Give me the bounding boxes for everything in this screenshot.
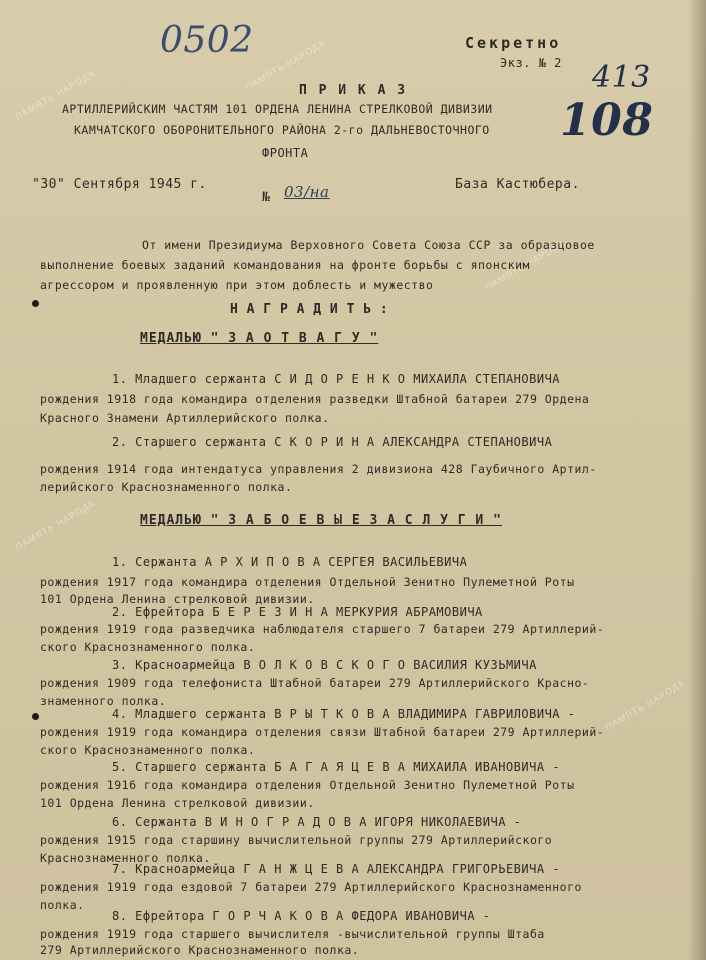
order-number-sign: № [262,190,271,205]
award-entry-text: рождения 1919 года командира отделения связи Штабной батареи 279 Артиллерий- [40,725,605,739]
handwritten-sheet-number: 413 [592,60,651,95]
secret-stamp: Секретно [465,34,562,52]
award-entry-name: 2. Ефрейтора Б Е Р Е З И Н А МЕРКУРИЯ АБРАМОВИЧА [112,605,483,619]
award-entry-text: рождения 1919 года ездовой 7 батареи 279 Артиллерийского Краснознаменного [40,880,582,894]
award-entry-text: рождения 1914 года интендатуса управления 2 дивизиона 428 Гаубичного Артил- [40,462,597,476]
watermark: ПАМЯТЬ НАРОДА [483,238,568,292]
award-entry-text: рождения 1909 года телефониста Штабной батареи 279 Артиллерийского Красно- [40,676,590,690]
award-entry-text: 279 Артиллерийского Краснознаменного полка. [40,943,360,957]
watermark: ПАМЯТЬ НАРОДА [243,38,328,92]
award-entry-name: 3. Красноармейца В О Л К О В С К О Г О ВАСИЛИЯ КУЗЬМИЧА [112,658,537,672]
watermark: ПАМЯТЬ НАРОДА [13,498,98,552]
award-entry-text: полка. [40,898,85,912]
award-heading: Н А Г Р А Д И Т Ь : [230,302,389,317]
award-entry-text: знаменного полка. [40,694,167,708]
order-number: 03/на [284,183,330,201]
award-entry-text: рождения 1919 года разведчика наблюдателя старшего 7 батареи 279 Артиллерий- [40,622,605,636]
award-entry-name: 4. Младшего сержанта В Р Ы Т К О В А ВЛАДИМИРА ГАВРИЛОВИЧА - [112,707,576,721]
award-entry-name: 1. Младшего сержанта С И Д О Р Е Н К О МИХАИЛА СТЕПАНОВИЧА [112,372,561,386]
award-entry-name: 7. Красноармейца Г А Н Ж Ц Е В А АЛЕКСАНДРА ГРИГОРЬЕВИЧА - [112,862,561,876]
award-entry-text: 101 Ордена Ленина стрелковой дивизии. [40,796,315,810]
award-entry-text: рождения 1916 года командира отделения Отдельной Зенитно Пулеметной Роты [40,778,575,792]
award-entry-text: Красного Знамени Артиллерийского полка. [40,411,330,425]
document-title: П Р И К А З [298,83,408,98]
award-entry-text: рождения 1917 года командира отделения Отдельной Зенитно Пулеметной Роты [40,575,575,589]
award-entry-text: рождения 1919 года старшего вычислителя -вычислительной группы Штаба [40,927,545,941]
title-line: ФРОНТА [262,146,309,160]
watermark: ПАМЯТЬ НАРОДА [603,678,688,732]
handwritten-page-number: 108 [560,95,654,146]
award-entry-text: рождения 1915 года старшину вычислительной группы 279 Артиллерийского [40,833,553,847]
intro-line: выполнение боевых заданий командования на фронте борьбы с японским [40,258,530,272]
award-entry-text: рождения 1918 года командира отделения разведки Штабной батареи 279 Ордена [40,392,590,406]
award-entry-name: 2. Старшего сержанта С К О Р И Н А АЛЕКСАНДРА СТЕПАНОВИЧА [112,435,553,449]
page-edge-shadow [688,0,706,960]
intro-line: От имени Президиума Верховного Совета Союза ССР за образцовое [142,238,595,252]
award-entry-name: 5. Старшего сержанта Б А Г А Я Ц Е В А МИХАИЛА ИВАНОВИЧА - [112,760,561,774]
medal-section-heading: МЕДАЛЬЮ " З А О Т В А Г У " [140,331,379,346]
award-entry-text: 101 Ордена Ленина стрелковой дивизии. [40,592,315,606]
award-entry-text: Краснознаменного полка. [40,851,211,865]
award-entry-name: 8. Ефрейтора Г О Р Ч А К О В А ФЕДОРА ИВАНОВИЧА - [112,909,491,923]
watermark: ПАМЯТЬ НАРОДА [13,68,98,122]
award-entry-text: лерийского Краснознаменного полка. [40,480,293,494]
copy-number: Экз. № 2 [500,56,562,70]
award-entry-name: 1. Сержанта А Р Х И П О В А СЕРГЕЯ ВАСИЛЬЕВИЧА [112,555,468,569]
award-entry-text: ского Краснознаменного полка. [40,743,256,757]
title-line: АРТИЛЛЕРИЙСКИМ ЧАСТЯМ 101 ОРДЕНА ЛЕНИНА СТРЕЛКОВОЙ ДИВИЗИИ [62,102,493,116]
binder-hole [32,713,39,720]
medal-section-heading: МЕДАЛЬЮ " З А Б О Е В Ы Е З А С Л У Г И " [140,513,502,528]
intro-line: агрессором и проявленную при этом доблесть и мужество [40,278,434,292]
award-entry-name: 6. Сержанта В И Н О Г Р А Д О В А ИГОРЯ НИКОЛАЕВИЧА - [112,815,522,829]
order-place: База Кастюбера. [455,177,580,192]
award-entry-text: ского Краснознаменного полка. [40,640,256,654]
handwritten-archive-number: 0502 [160,20,254,61]
order-date: "30" Сентября 1945 г. [32,177,207,192]
title-line: КАМЧАТСКОГО ОБОРОНИТЕЛЬНОГО РАЙОНА 2-го ДАЛЬНЕВОСТОЧНОГО [74,123,490,137]
binder-hole [32,300,39,307]
